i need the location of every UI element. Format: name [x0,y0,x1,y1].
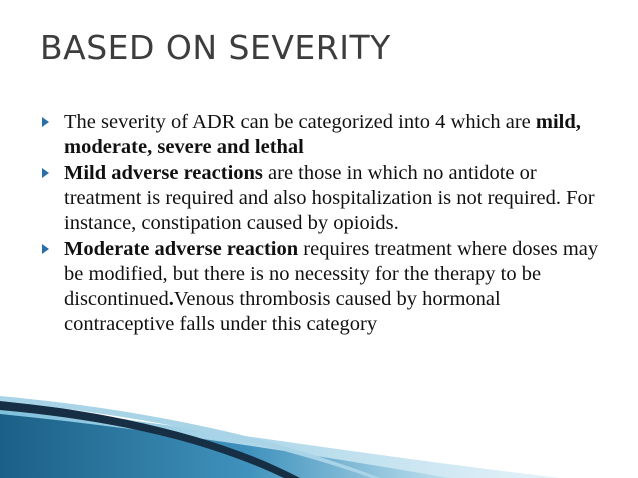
swoosh-band-teal [0,414,450,478]
bullet-list [40,110,600,338]
decorative-swoosh [0,380,638,478]
bullet-item [40,237,600,337]
bullet-text: Venous thrombosis caused by hormonal contraceptive falls under this category [64,288,501,335]
bullet-text: requires treatment where doses may be modified, but there is no necessity for the therapy to be discontinued [64,238,599,310]
bullet-item [40,110,600,160]
bullet-text-bold: . [168,288,174,310]
bullet-arrow-icon [42,244,49,254]
bullet-arrow-icon [42,117,49,127]
bullet-arrow-icon [42,168,49,178]
bullet-text: The severity of ADR can be categorized into 4 which are [64,111,536,133]
slide-title: BASED ON SEVERITY [40,28,391,67]
bullet-item [40,161,600,236]
bullet-text-bold: Moderate adverse reaction [64,238,299,260]
bullet-text-bold: Mild adverse reactions [64,162,263,184]
bullet-text: are those in which no antidote or treatment is required and also hospitalization is not required. For instance, constipation caused by opioids. [64,162,595,234]
bullet-text-bold: mild, moderate, severe and lethal [64,111,581,158]
